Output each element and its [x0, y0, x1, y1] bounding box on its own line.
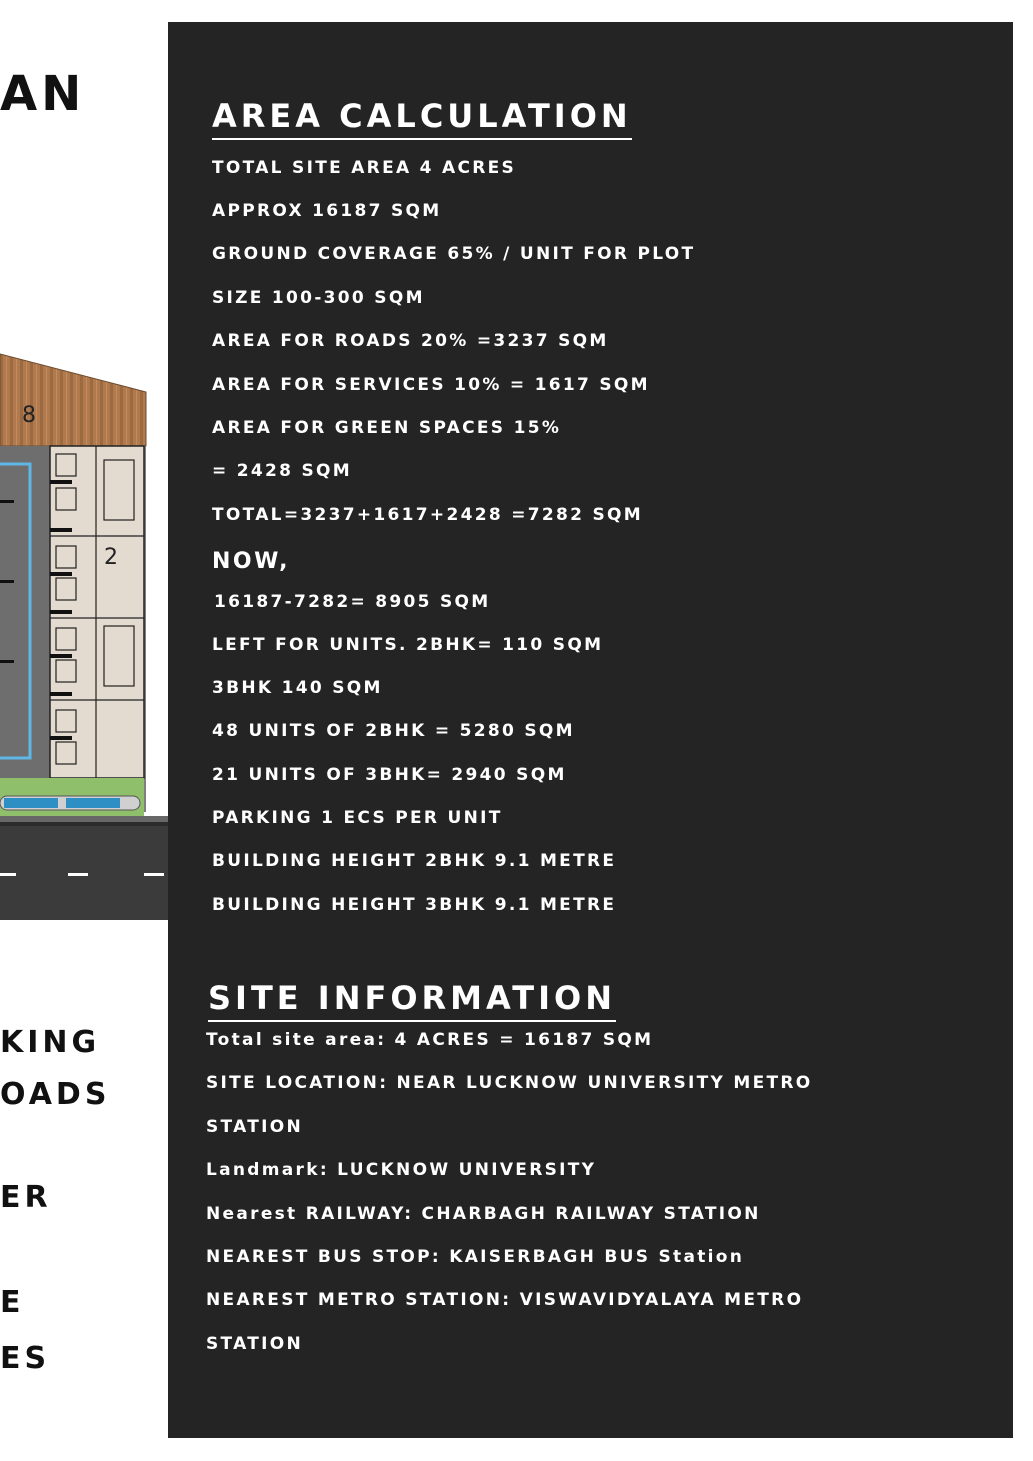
area-line: 16187-7282= 8905 SQM	[214, 592, 491, 612]
site-info-line: STATION	[206, 1334, 304, 1354]
area-line: AREA FOR GREEN SPACES 15%	[212, 418, 562, 438]
area-line: AREA FOR SERVICES 10% = 1617 SQM	[212, 375, 650, 395]
area-line: 21 UNITS OF 3BHK= 2940 SQM	[212, 765, 567, 785]
site-info-line: SITE LOCATION: NEAR LUCKNOW UNIVERSITY METRO	[206, 1073, 813, 1093]
area-line: AREA FOR ROADS 20% =3237 SQM	[212, 331, 609, 351]
area-calculation-heading: AREA CALCULATION	[212, 98, 632, 140]
parking-bay	[4, 798, 58, 808]
parking-bay	[66, 798, 120, 808]
site-info-line: Nearest RAILWAY: CHARBAGH RAILWAY STATION	[206, 1204, 761, 1224]
area-line: 3BHK 140 SQM	[212, 678, 383, 698]
road	[0, 816, 168, 920]
legend-fragment-es: ES	[0, 1341, 51, 1376]
legend-fragment-roads: OADS	[0, 1077, 111, 1112]
area-line: SIZE 100-300 SQM	[212, 288, 425, 308]
site-info-line: NEAREST METRO STATION: VISWAVIDYALAYA METRO	[206, 1290, 804, 1310]
area-line: BUILDING HEIGHT 3BHK 9.1 METRE	[212, 895, 617, 915]
site-information-heading: SITE INFORMATION	[208, 980, 616, 1022]
area-line: TOTAL=3237+1617+2428 =7282 SQM	[212, 505, 643, 525]
site-info-line: NEAREST BUS STOP: KAISERBAGH BUS Station	[206, 1247, 745, 1267]
area-line: TOTAL SITE AREA 4 ACRES	[212, 158, 517, 178]
area-line: APPROX 16187 SQM	[212, 201, 442, 221]
area-line: GROUND COVERAGE 65% / UNIT FOR PLOT	[212, 244, 696, 264]
area-line: BUILDING HEIGHT 2BHK 9.1 METRE	[212, 851, 617, 871]
plan-label-2: 2	[104, 545, 118, 570]
plan-label-8: 8	[22, 403, 36, 428]
area-line: LEFT FOR UNITS. 2BHK= 110 SQM	[212, 635, 604, 655]
legend-fragment-er: ER	[0, 1180, 52, 1215]
legend-fragment-e: E	[0, 1285, 25, 1320]
area-line: PARKING 1 ECS PER UNIT	[212, 808, 503, 828]
legend-fragment-parking: KING	[0, 1025, 101, 1060]
area-line: 48 UNITS OF 2BHK = 5280 SQM	[212, 721, 575, 741]
site-info-line: Landmark: LUCKNOW UNIVERSITY	[206, 1160, 597, 1180]
area-line-now: NOW,	[212, 549, 290, 574]
sheet-title-fragment: AN	[0, 66, 86, 122]
site-plan-drawing	[0, 350, 168, 920]
area-line: = 2428 SQM	[212, 461, 353, 481]
roof-block-8	[0, 354, 146, 446]
site-info-line: STATION	[206, 1117, 304, 1137]
site-info-line: Total site area: 4 ACRES = 16187 SQM	[206, 1030, 654, 1050]
